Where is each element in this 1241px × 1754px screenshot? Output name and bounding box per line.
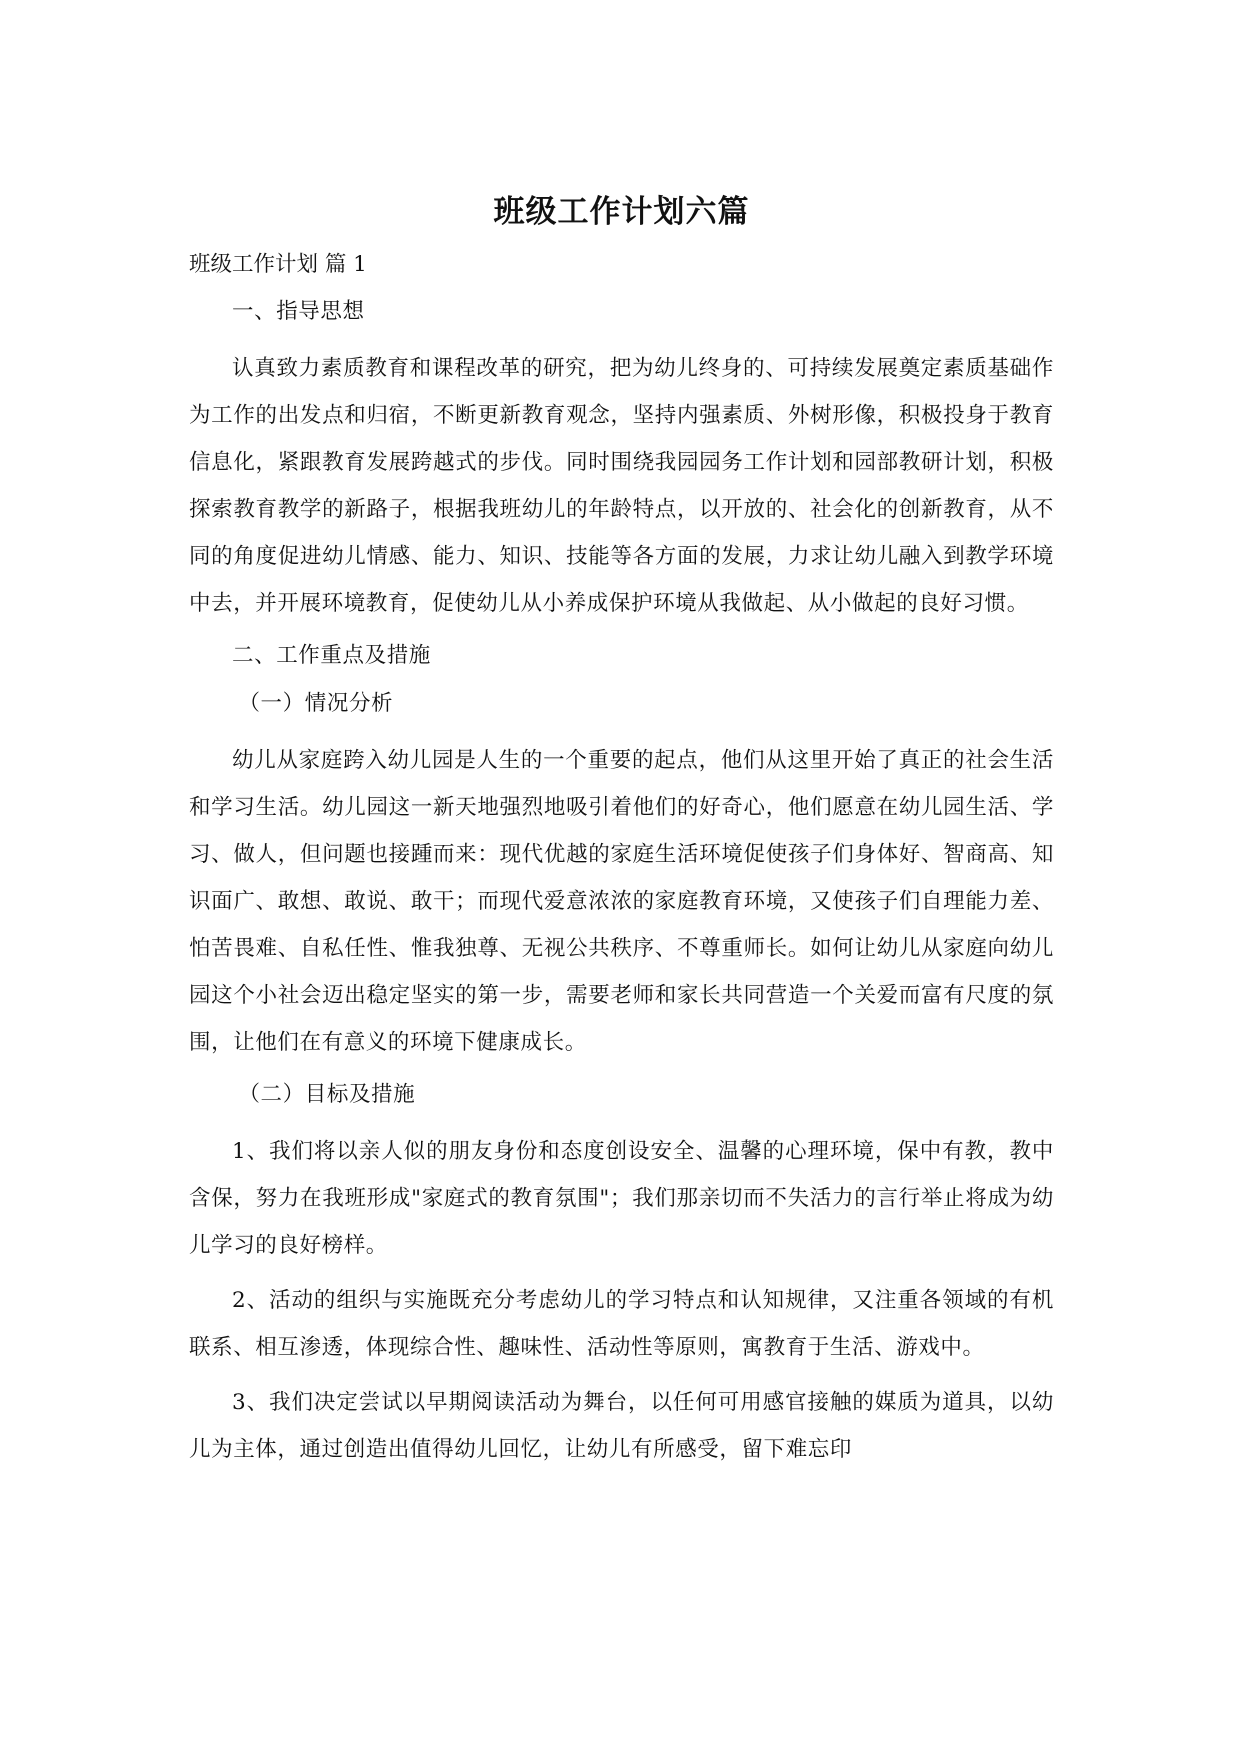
paragraph-measure-3: 3、我们决定尝试以早期阅读活动为舞台，以任何可用感官接触的媒质为道具，以幼儿为主体，通过创造出值得幼儿回忆，让幼儿有所感受，留下难忘印	[189, 1390, 1054, 1462]
document-page	[189, 190, 1054, 1474]
subheading-goals-measures: （二）目标及措施	[238, 1082, 416, 1107]
paragraph-measure-1: 1、我们将以亲人似的朋友身份和态度创设安全、温馨的心理环境，保中有教，教中含保，努力在我班形成"家庭式的教育氛围"；我们那亲切而不失活力的言行举止将成为幼儿学习的良好榜样。	[189, 1139, 1054, 1258]
heading-guiding-ideology: 一、指导思想	[232, 299, 365, 324]
paragraph-guiding-ideology: 认真致力素质教育和课程改革的研究，把为幼儿终身的、可持续发展奠定素质基础作为工作的出发点和归宿，不断更新教育观念，坚持内强素质、外树形像，积极投身于教育信息化，紧跟教育发展跨越式的步伐。同时围绕我园园务工作计划和园部教研计划，积极探索教育教学的新路子，根据我班幼儿的年龄特点，以开放的、社会化的创新教育，从不同的角度促进幼儿情感、能力、知识、技能等各方面的发展，力求让幼儿融入到教学环境中去，并开展环境教育，促使幼儿从小养成保护环境从我做起、从小做起的良好习惯。	[189, 356, 1054, 616]
document-title: 班级工作计划六篇	[493, 194, 750, 230]
section-label: 班级工作计划 篇 1	[189, 252, 367, 277]
subheading-situation-analysis: （一）情况分析	[238, 691, 394, 716]
paragraph-measure-2: 2、活动的组织与实施既充分考虑幼儿的学习特点和认知规律，又注重各领域的有机联系、相互渗透，体现综合性、趣味性、活动性等原则，寓教育于生活、游戏中。	[189, 1288, 1054, 1360]
heading-work-focus: 二、工作重点及措施	[232, 643, 431, 668]
paragraph-situation-analysis: 幼儿从家庭跨入幼儿园是人生的一个重要的起点，他们从这里开始了真正的社会生活和学习生活。幼儿园这一新天地强烈地吸引着他们的好奇心，他们愿意在幼儿园生活、学习、做人，但问题也接踵而来：现代优越的家庭生活环境促使孩子们身体好、智商高、知识面广、敢想、敢说、敢干；而现代爱意浓浓的家庭教育环境，又使孩子们自理能力差、怕苦畏难、自私任性、惟我独尊、无视公共秩序、不尊重师长。如何让幼儿从家庭向幼儿园这个小社会迈出稳定坚实的第一步，需要老师和家长共同营造一个关爱而富有尺度的氛围，让他们在有意义的环境下健康成长。	[189, 748, 1054, 1055]
